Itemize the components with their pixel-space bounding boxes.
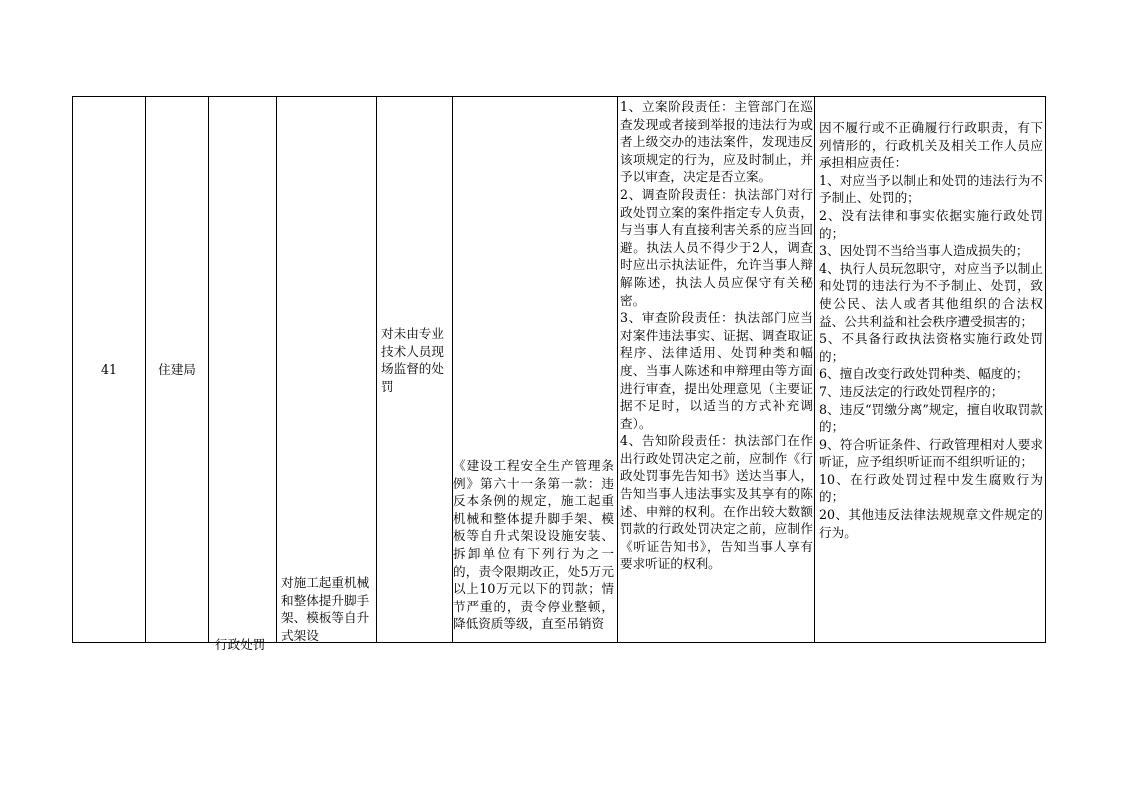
row-number: 41 <box>100 361 118 377</box>
department: 住建局 <box>158 361 196 377</box>
responsibility-text: 1、立案阶段责任：主管部门在巡查发现或者接到举报的违法行为或者上级交办的违法案件，发现违反该项规定的行为，应及时制止，并予以审查，决定是否立案。 2、调查阶段责任：执法部门对行政处罚立案的案件指定专人负责，与当事人有直接利害关系的应当回避。执法人员不得少于2人，调查时应出示执法证件，允许当事人辩解陈述，执法人员应保守有关秘密。 3、审查阶段责任：执法部门应当对案件违法事实、证据、调查取证程序、法律适用、处罚种类和幅度、当事人陈述和申辩理由等方面进行审查，提出处理意见（主要证据不足时，以适当的方式补充调查）。 4、告知阶段责任：执法部门在作出行政处罚决定之前，应制作《行政处罚事先告知书》送达当事人，告知当事人违法事实及其享有的陈述、申辩的权利。在作出较大数额罚款的行政处罚决定之前，应制作《听证告知书》，告知当事人享有要求听证的权利。 <box>620 99 813 572</box>
item-name: 对施工起重机械和整体提升脚手架、模板等自升式架设 <box>281 575 370 643</box>
sub-item-name: 对未由专业技术人员现场监督的处罚 <box>381 326 444 394</box>
accountability-text: 因不履行或不正确履行行政职责，有下列情形的，行政机关及相关工作人员应承担相应责任： 1、对应当予以制止和处罚的违法行为不予制止、处罚的； 2、没有法律和事实依据实施行政处罚的； 3、因处罚不当给当事人造成损失的； 4、执行人员玩忽职守，对应当予以制止和处罚的违法行为不予制止、处罚，致使公民、法人或者其他组织的合法权益、公共利益和社会秩序遭受损害的； 5、不具备行政执法资格实施行政处罚的； 6、擅自改变行政处罚种类、幅度的； 7、违反法定的行政处罚程序的； 8、违反“罚缴分离”规定，擅自收取罚款的； 9、符合听证条件、行政管理相对人要求听证，应予组织听证而不组织听证的； 10、在行政处罚过程中发生腐败行为的； 20、其他违反法律法规规章文件规定的行为。 <box>819 120 1043 540</box>
column-border-8 <box>1045 96 1046 643</box>
category: 行政处罚 <box>215 637 266 652</box>
accountability-cell <box>815 97 1045 642</box>
sub-item-cell <box>377 97 452 642</box>
legal-basis: 《建设工程安全生产管理条例》第六十一条第一款：违反本条例的规定，施工起重机械和整体提升脚手架、模板等自升式架设设施安装、拆卸单位有下列行为之一的，责令限期改正，处5万元以上10万元以下的罚款；情节严重的，责令停业整顿，降低资质等级，直至吊销资 <box>453 458 614 632</box>
category-cell <box>209 97 276 652</box>
row-number-cell <box>73 97 145 642</box>
responsibility-cell <box>618 97 814 642</box>
department-cell <box>146 97 208 642</box>
item-name-cell <box>277 97 376 642</box>
basis-cell <box>453 97 617 642</box>
